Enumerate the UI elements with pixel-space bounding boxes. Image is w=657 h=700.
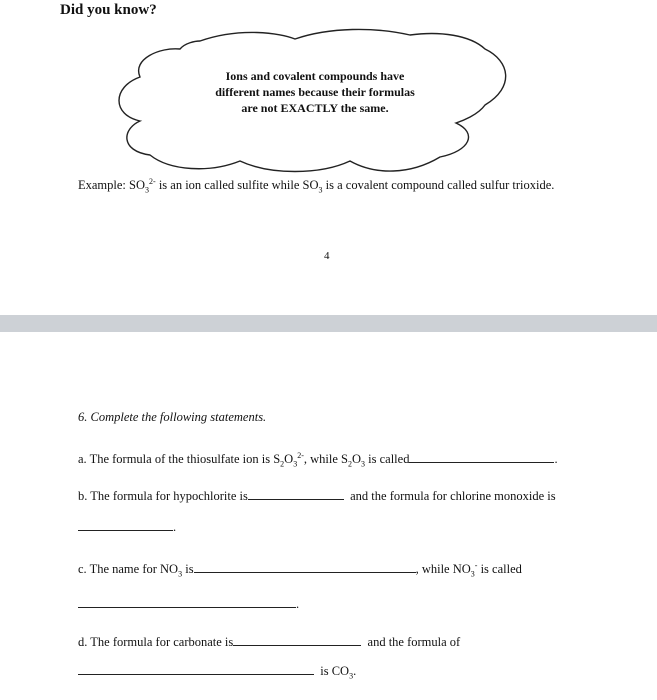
question-c: c. The name for $NO_3$ is , while $NO_3^-$ is called bbox=[78, 560, 522, 579]
heading-did-you-know: Did you know? bbox=[60, 2, 157, 18]
question-c-line2: . bbox=[78, 595, 299, 612]
question-d: d. The formula for carbonate is and the formula of bbox=[78, 635, 461, 649]
question-b-line2: . bbox=[78, 518, 176, 535]
answer-blank-a[interactable] bbox=[409, 450, 554, 463]
answer-blank-b2[interactable] bbox=[78, 518, 173, 531]
question-b: b. The formula for hypochlorite is and the formula for chlorine monoxide is bbox=[78, 489, 556, 503]
question-a: a. The formula of the thiosulfate ion is $S_2O_3^{2-}$, while $S_2O_3$ is called . bbox=[78, 450, 558, 469]
question-6-heading: 6. Complete the following statements. bbox=[78, 410, 267, 424]
page-number: 4 bbox=[324, 250, 330, 262]
answer-blank-c2[interactable] bbox=[78, 595, 296, 608]
answer-blank-b1[interactable] bbox=[248, 487, 344, 500]
answer-blank-d2[interactable] bbox=[78, 662, 314, 675]
cloud-line-2: different names because their formulas bbox=[215, 85, 415, 99]
question-d-line2: is $CO_3$. bbox=[78, 662, 356, 679]
cloud-message bbox=[190, 68, 440, 116]
page-divider bbox=[0, 315, 657, 332]
answer-blank-c1[interactable] bbox=[194, 560, 416, 573]
answer-blank-d1[interactable] bbox=[233, 633, 361, 646]
example-sentence: Example: $SO_3^{2-}$ is an ion called sulfite while $SO_3$ is a covalent compound called sulfur trioxide. bbox=[78, 176, 555, 195]
cloud-line-1: Ions and covalent compounds have bbox=[225, 69, 405, 83]
cloud-line-3: are not EXACTLY the same. bbox=[241, 101, 389, 115]
